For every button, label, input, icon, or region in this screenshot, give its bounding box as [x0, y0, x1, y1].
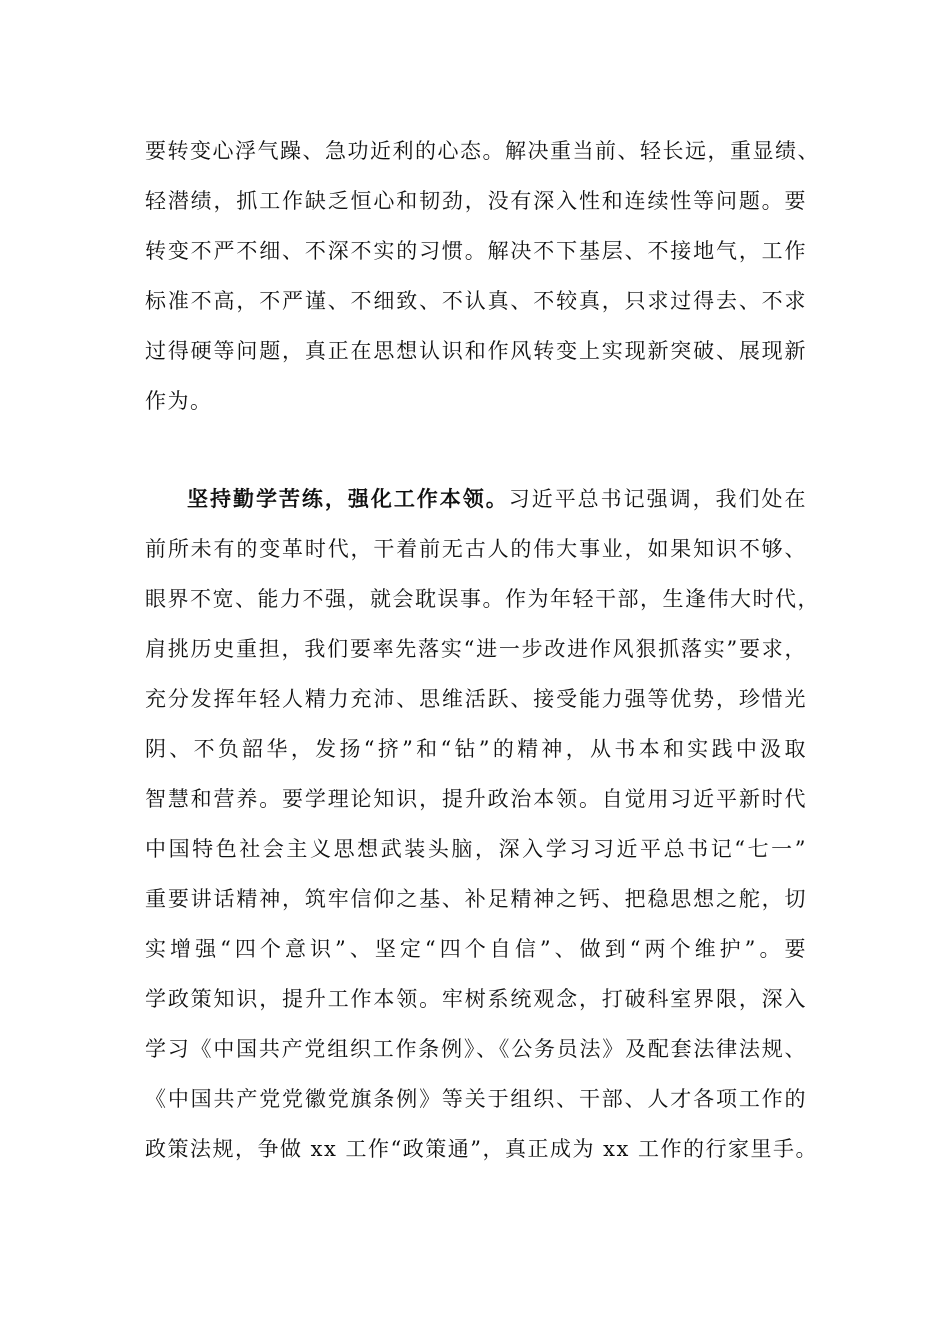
paragraph-2-first-line	[145, 474, 807, 524]
paragraph-2	[145, 474, 820, 1174]
paragraph-1	[145, 126, 820, 426]
paragraph-2-line: 《中国共产党党徽党旗条例》等关于组织、干部、人才各项工作的	[145, 1087, 807, 1111]
paragraph-1-line: 作为。	[145, 389, 213, 413]
paragraph-2-heading: 坚持勤学苦练，强化工作本领。	[187, 486, 509, 511]
paragraph-2-line: 眼界不宽、能力不强，就会耽误事。作为年轻干部，生逢伟大时代，	[145, 587, 820, 611]
paragraph-2-first-line-text: 习近平总书记强调，我们处在	[508, 487, 808, 511]
paragraph-2-line: 前所未有的变革时代，干着前无古人的伟大事业，如果知识不够、	[145, 537, 807, 561]
paragraph-1-line: 转变不严不细、不深不实的习惯。解决不下基层、不接地气，工作	[145, 239, 807, 263]
paragraph-1-line: 过得硬等问题，真正在思想认识和作风转变上实现新突破、展现新	[145, 339, 807, 363]
paragraph-1-line: 标准不高，不严谨、不细致、不认真、不较真，只求过得去、不求	[145, 289, 807, 313]
paragraph-2-line: 中国特色社会主义思想武装头脑，深入学习习近平总书记“七一”	[145, 837, 807, 861]
paragraph-2-line: 肩挑历史重担，我们要率先落实“进一步改进作风狠抓落实”要求，	[145, 637, 807, 661]
paragraph-2-line: 智慧和营养。要学理论知识，提升政治本领。自觉用习近平新时代	[145, 787, 807, 811]
paragraph-2-line: 重要讲话精神，筑牢信仰之基、补足精神之钙、把稳思想之舵，切	[145, 887, 807, 911]
paragraph-2-line: 阴、不负韶华，发扬“挤”和“钻”的精神，从书本和实践中汲取	[145, 737, 807, 761]
paragraph-2-line: 学习《中国共产党组织工作条例》、《公务员法》及配套法律法规、	[145, 1037, 807, 1061]
paragraph-2-line: 政策法规，争做 xx 工作“政策通”，真正成为 xx 工作的行家里手。	[145, 1137, 819, 1161]
paragraph-2-line: 充分发挥年轻人精力充沛、思维活跃、接受能力强等优势，珍惜光	[145, 687, 807, 711]
paragraph-2-line: 实增强“四个意识”、坚定“四个自信”、做到“两个维护”。要	[145, 937, 807, 961]
paragraph-2-line: 学政策知识，提升工作本领。牢树系统观念，打破科室界限，深入	[145, 987, 807, 1011]
paragraph-1-line: 要转变心浮气躁、急功近利的心态。解决重当前、轻长远，重显绩、	[145, 139, 820, 163]
paragraph-1-line: 轻潜绩，抓工作缺乏恒心和韧劲，没有深入性和连续性等问题。要	[145, 189, 807, 213]
